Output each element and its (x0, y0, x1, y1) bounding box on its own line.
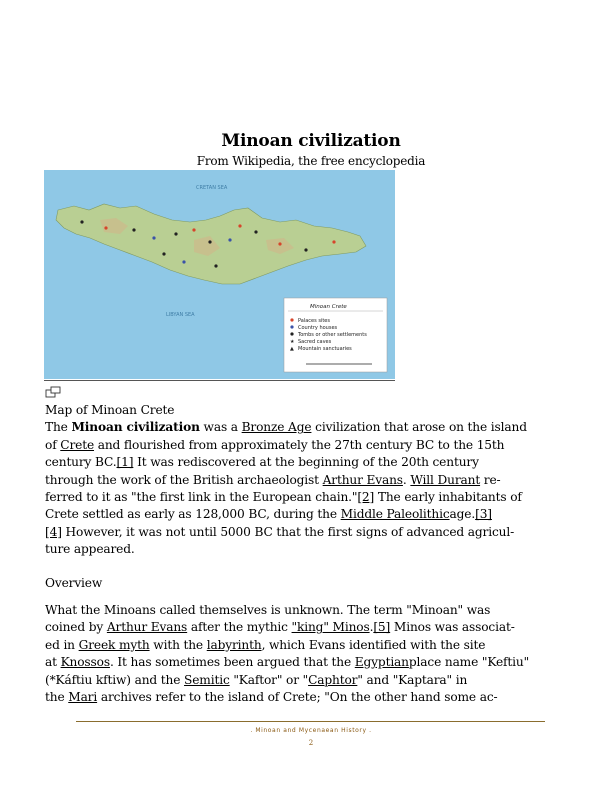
article-subtitle: From Wikipedia, the free encyclopedia (196, 154, 426, 168)
page-number: 2 (308, 739, 314, 747)
link-will-durant[interactable]: Will Durant (410, 472, 481, 487)
intro-line: through the work of the British archaeologist Arthur Evans. Will Durant re- (45, 472, 501, 487)
map-divider (44, 380, 395, 381)
sea-label-south: LIBYAN SEA (166, 312, 195, 318)
citation-4[interactable]: [4] (45, 524, 62, 539)
map-caption: Map of Minoan Crete (45, 403, 175, 417)
footer-divider (76, 721, 545, 722)
link-king-minos[interactable]: "king" Minos (291, 620, 370, 635)
overview-line: the Mari archives refer to the island of Crete; "On the other hand some ac- (45, 690, 498, 705)
intro-line: The Minoan civilization was a Bronze Age civilization that arose on the island (45, 420, 527, 435)
intro-line: [4] However, it was not until 5000 BC that the first signs of advanced agricul- (45, 524, 515, 539)
link-semitic[interactable]: Semitic (184, 672, 230, 687)
link-mari[interactable]: Mari (68, 690, 98, 705)
citation-2[interactable]: [2] (357, 490, 375, 505)
intro-line: Crete settled as early as 128,000 BC, during the Middle Paleolithicage.[3] (45, 507, 492, 522)
intro-line: century BC.[1] It was rediscovered at the beginning of the 20th century (45, 455, 479, 470)
link-arthur-evans-2[interactable]: Arthur Evans (106, 620, 188, 635)
svg-text:Tombs or other settlements: Tombs or other settlements (298, 332, 367, 338)
svg-text:Minoan Crete: Minoan Crete (310, 304, 347, 310)
term-minoan-civilization: Minoan civilization (71, 420, 200, 435)
svg-text:★: ★ (290, 339, 295, 345)
map-legend (284, 298, 387, 372)
article-title: Minoan civilization (221, 131, 401, 151)
overview-line: (*Káftiu kftiw) and the Semitic "Kaftor" or "Caphtor" and "Kaptara" in (45, 672, 468, 687)
overview-section (45, 602, 575, 706)
overview-line: ed in Greek myth with the labyrinth, which Evans identified with the site (45, 637, 486, 652)
link-arthur-evans[interactable]: Arthur Evans (322, 472, 403, 487)
link-knossos[interactable]: Knossos (60, 655, 110, 670)
section-heading-overview: Overview (45, 576, 103, 590)
svg-text:Palaces sites: Palaces sites (298, 318, 330, 324)
link-greek-myth[interactable]: Greek myth (78, 637, 150, 652)
overview-line: at Knossos. It has sometimes been argued that the Egyptianplace name "Keftiu" (45, 655, 530, 670)
link-labyrinth[interactable]: labyrinth (206, 637, 262, 652)
overview-line: What the Minoans called themselves is unknown. The term "Minoan" was (45, 603, 491, 617)
link-caphtor[interactable]: Caphtor (308, 672, 358, 687)
overview-line: coined by Arthur Evans after the mythic "king" Minos.[5] Minos was associat- (45, 620, 515, 635)
intro-line: ferred to it as "the first link in the European chain."[2] The early inhabitants of (45, 490, 522, 505)
citation-5[interactable]: [5] (373, 620, 391, 635)
link-crete[interactable]: Crete (60, 437, 95, 452)
citation-3[interactable]: [3] (475, 507, 492, 522)
citation-1[interactable]: [1] (116, 455, 134, 470)
sea-label-north: CRETAN SEA (196, 185, 228, 191)
intro-section (45, 402, 575, 559)
link-middle-paleolithic[interactable]: Middle Paleolithic (340, 507, 450, 522)
enlarge-icon[interactable] (45, 386, 63, 398)
intro-line: ture appeared. (45, 542, 135, 557)
svg-text:Country houses: Country houses (298, 325, 338, 331)
svg-text:Mountain sanctuaries: Mountain sanctuaries (298, 346, 352, 352)
link-bronze-age[interactable]: Bronze Age (241, 420, 312, 435)
footer-title: . Minoan and Mycenaean History . (250, 727, 372, 734)
svg-text:▲: ▲ (290, 346, 294, 352)
link-egyptian[interactable]: Egyptian (354, 655, 409, 670)
svg-text:Sacred caves: Sacred caves (298, 339, 332, 345)
intro-line: of Crete and flourished from approximately the 27th century BC to the 15th (45, 437, 505, 452)
map-of-minoan-crete[interactable] (44, 170, 395, 379)
